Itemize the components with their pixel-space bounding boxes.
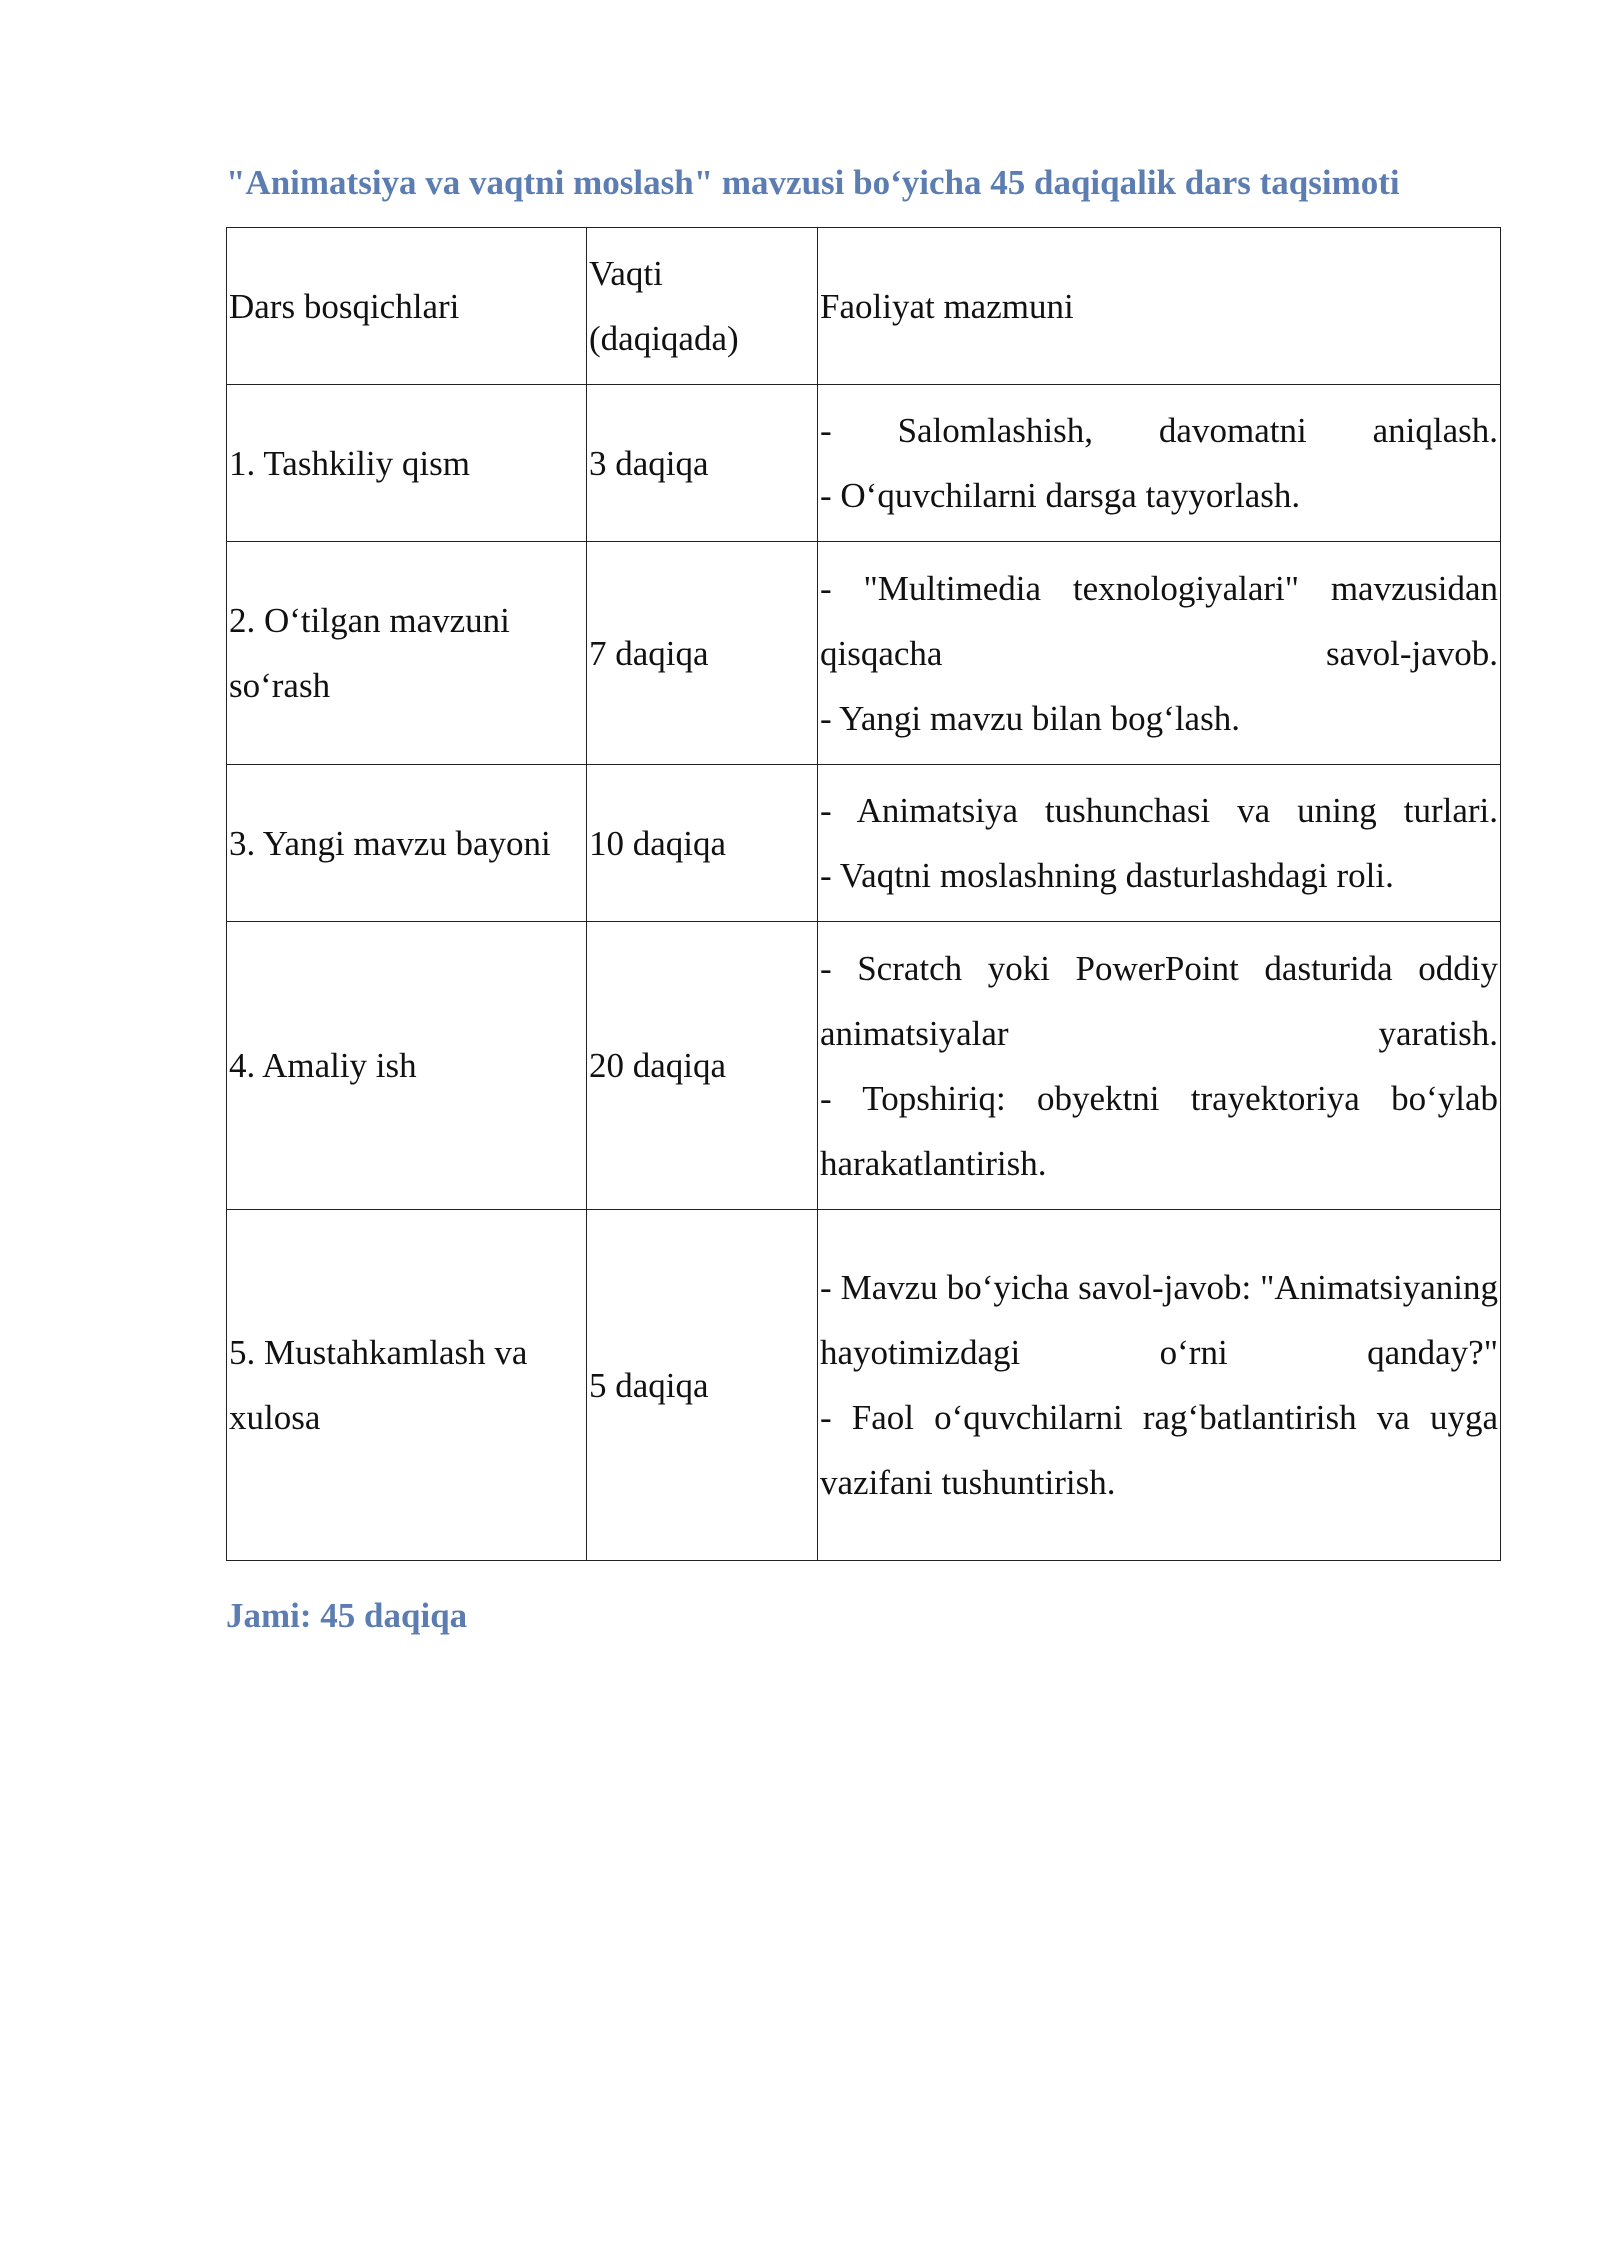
content-line: - Faol o‘quvchilarni rag‘batlantirish va uyga vazifani tushuntirish. [820, 1398, 1498, 1502]
table-row [227, 922, 1501, 1210]
content-line: - Animatsiya tushunchasi va uning turlari. [820, 791, 1498, 830]
content-line: - Vaqtni moslashning dasturlashdagi roli. [820, 856, 1394, 895]
table-row [227, 542, 1501, 765]
content-line: - Topshiriq: obyektni trayektoriya bo‘ylab harakatlantirish. [820, 1078, 1498, 1183]
content-line: - "Multimedia texnologiyalari" mavzusidan qisqacha savol-javob. [820, 568, 1498, 673]
table-row [227, 1210, 1501, 1561]
stage-cell: 5. Mustahkamlash va xulosa [227, 1210, 587, 1561]
content-cell [818, 1210, 1501, 1561]
table-row [227, 385, 1501, 542]
content-line: - O‘quvchilarni darsga tayyorlash. [820, 476, 1301, 515]
content-line: - Scratch yoki PowerPoint dasturida oddiy animatsiyalar yaratish. [820, 948, 1498, 1053]
content-line: - Salomlashish, davomatni aniqlash. [820, 411, 1498, 450]
stage-cell: 2. O‘tilgan mavzuni so‘rash [227, 542, 587, 765]
time-cell: 10 daqiqa [587, 765, 818, 922]
content-cell [818, 542, 1501, 765]
time-cell: 3 daqiqa [587, 385, 818, 542]
content-line: - Yangi mavzu bilan bog‘lash. [820, 698, 1240, 738]
content-cell [818, 385, 1501, 542]
header-stage: Dars bosqichlari [227, 228, 587, 385]
content-line: - Mavzu bo‘yicha savol-javob: "Animatsiyaning hayotimizdagi o‘rni qanday?" [820, 1268, 1498, 1372]
stage-cell: 4. Amaliy ish [227, 922, 587, 1210]
content-cell [818, 922, 1501, 1210]
table-row [227, 765, 1501, 922]
stage-cell: 3. Yangi mavzu bayoni [227, 765, 587, 922]
header-content: Faoliyat mazmuni [818, 228, 1501, 385]
total-duration: Jami: 45 daqiqa [226, 1596, 468, 1635]
stage-cell: 1. Tashkiliy qism [227, 385, 587, 542]
time-cell: 7 daqiqa [587, 542, 818, 765]
time-cell: 5 daqiqa [587, 1210, 818, 1561]
lesson-plan-table [226, 227, 1501, 1561]
document-page [226, 150, 1500, 1648]
table-header-row [227, 228, 1501, 385]
time-cell: 20 daqiqa [587, 922, 818, 1210]
content-cell [818, 765, 1501, 922]
document-title: "Animatsiya va vaqtni moslash" mavzusi bo‘yicha 45 daqiqalik dars taqsimoti [226, 163, 1400, 202]
header-time: Vaqti (daqiqada) [587, 228, 818, 385]
